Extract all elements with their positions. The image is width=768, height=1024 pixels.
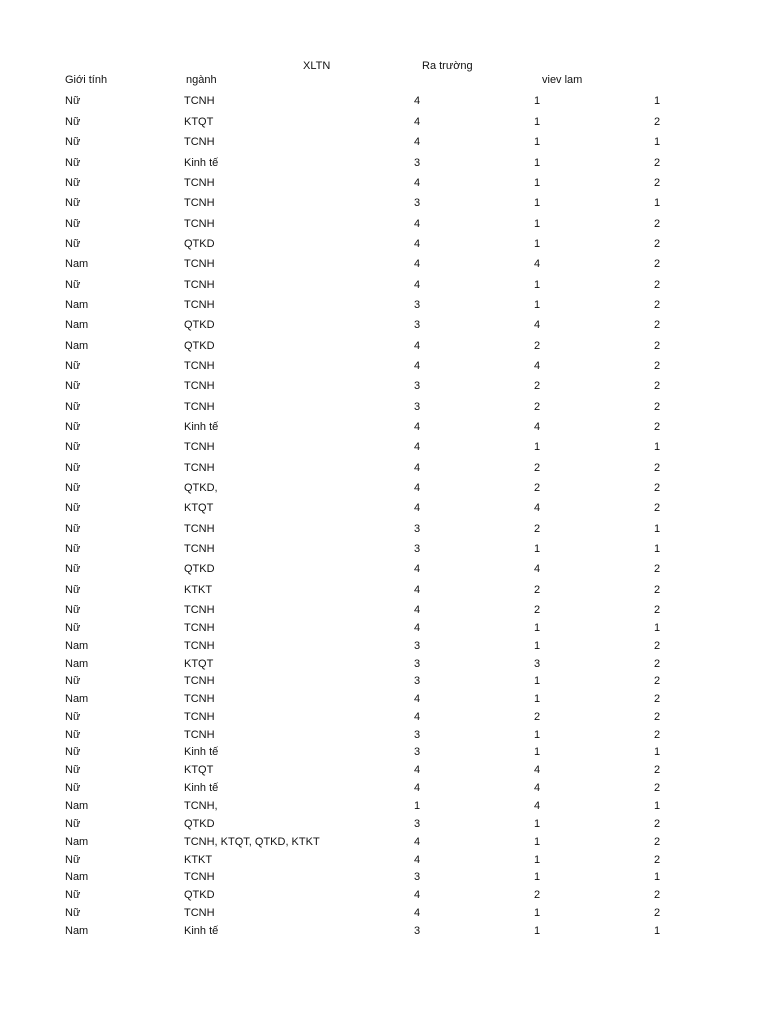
value-c-cell: 2 [653,584,661,596]
value-c-cell: 2 [653,279,661,291]
major-cell: KTKT [184,854,213,866]
table-row [0,638,768,654]
value-c-cell: 2 [653,836,661,848]
table-row [0,297,768,313]
value-b-cell: 2 [533,401,541,413]
major-cell: TCNH [184,523,215,535]
table-row [0,195,768,211]
gender-cell: Nữ [65,197,81,209]
gender-cell: Nữ [65,238,81,250]
gender-cell: Nữ [65,177,81,189]
major-cell: TCNH [184,441,215,453]
value-c-cell: 2 [653,258,661,270]
value-b-cell: 1 [533,854,541,866]
gender-cell: Nam [65,925,89,937]
gender-cell: Nữ [65,218,81,230]
major-cell: Kinh tế [184,157,219,169]
value-a-cell: 4 [413,836,421,848]
value-a-cell: 3 [413,658,421,670]
major-cell: TCNH, KTQT, QTKD, KTKT [184,836,320,848]
major-cell: TCNH [184,693,215,705]
major-cell: KTQT [184,502,214,514]
table-row [0,399,768,415]
gender-cell: Nam [65,658,89,670]
table-row [0,134,768,150]
value-b-cell: 4 [533,360,541,372]
major-cell: QTKD [184,889,215,901]
value-b-cell: 1 [533,925,541,937]
value-b-cell: 1 [533,136,541,148]
gender-cell: Nữ [65,782,81,794]
value-c-cell: 2 [653,711,661,723]
value-a-cell: 4 [413,279,421,291]
value-c-cell: 2 [653,563,661,575]
value-a-cell: 4 [413,563,421,575]
value-b-cell: 1 [533,116,541,128]
value-b-cell: 2 [533,340,541,352]
value-a-cell: 3 [413,380,421,392]
table-row [0,798,768,814]
value-c-cell: 2 [653,729,661,741]
value-b-cell: 4 [533,563,541,575]
major-cell: QTKD, [184,482,218,494]
value-b-cell: 2 [533,889,541,901]
gender-cell: Nam [65,693,89,705]
value-a-cell: 4 [413,462,421,474]
major-cell: TCNH [184,380,215,392]
value-c-cell: 2 [653,675,661,687]
gender-cell: Nam [65,299,89,311]
table-row [0,905,768,921]
value-c-cell: 2 [653,889,661,901]
table-row [0,216,768,232]
table-row [0,852,768,868]
value-a-cell: 4 [413,782,421,794]
value-a-cell: 4 [413,218,421,230]
major-cell: TCNH [184,360,215,372]
table-row [0,620,768,636]
gender-cell: Nam [65,340,89,352]
gender-cell: Nữ [65,157,81,169]
major-cell: Kinh tế [184,421,219,433]
major-cell: KTQT [184,764,214,776]
major-cell: TCNH [184,711,215,723]
value-c-cell: 2 [653,693,661,705]
table-row [0,780,768,796]
value-c-cell: 2 [653,604,661,616]
value-b-cell: 1 [533,218,541,230]
table-row [0,114,768,130]
table-row [0,155,768,171]
table-row [0,887,768,903]
value-b-cell: 4 [533,421,541,433]
value-a-cell: 4 [413,764,421,776]
major-cell: TCNH [184,543,215,555]
table-row [0,256,768,272]
major-cell: TCNH [184,401,215,413]
major-cell: Kinh tế [184,782,219,794]
major-cell: TCNH [184,907,215,919]
table-row [0,709,768,725]
value-a-cell: 4 [413,258,421,270]
value-a-cell: 3 [413,157,421,169]
gender-cell: Nữ [65,95,81,107]
major-cell: QTKD [184,818,215,830]
value-a-cell: 3 [413,319,421,331]
major-cell: TCNH [184,197,215,209]
value-b-cell: 1 [533,836,541,848]
value-b-cell: 1 [533,746,541,758]
value-c-cell: 2 [653,658,661,670]
value-a-cell: 4 [413,907,421,919]
value-c-cell: 2 [653,854,661,866]
gender-cell: Nữ [65,543,81,555]
table-row [0,673,768,689]
value-b-cell: 1 [533,299,541,311]
major-cell: QTKD [184,319,215,331]
gender-cell: Nữ [65,854,81,866]
major-cell: TCNH [184,136,215,148]
value-a-cell: 4 [413,238,421,250]
value-a-cell: 3 [413,925,421,937]
gender-cell: Nữ [65,421,81,433]
value-b-cell: 1 [533,543,541,555]
table-row [0,236,768,252]
value-b-cell: 3 [533,658,541,670]
value-b-cell: 1 [533,622,541,634]
value-b-cell: 2 [533,523,541,535]
table-row [0,460,768,476]
value-b-cell: 1 [533,729,541,741]
table-row [0,691,768,707]
major-cell: TCNH [184,871,215,883]
table-row [0,419,768,435]
value-b-cell: 1 [533,95,541,107]
value-b-cell: 1 [533,238,541,250]
value-a-cell: 1 [413,800,421,812]
major-cell: KTKT [184,584,213,596]
value-c-cell: 2 [653,907,661,919]
value-b-cell: 4 [533,800,541,812]
table-row [0,317,768,333]
value-c-cell: 2 [653,782,661,794]
table-row [0,561,768,577]
value-a-cell: 4 [413,360,421,372]
value-c-cell: 1 [653,925,661,937]
value-c-cell: 2 [653,380,661,392]
table-row [0,744,768,760]
table-row [0,175,768,191]
table-row [0,358,768,374]
value-c-cell: 2 [653,238,661,250]
value-c-cell: 1 [653,523,661,535]
gender-cell: Nữ [65,441,81,453]
gender-cell: Nữ [65,563,81,575]
gender-cell: Nữ [65,401,81,413]
value-a-cell: 4 [413,441,421,453]
header-gender: Giới tính [65,74,108,86]
gender-cell: Nam [65,640,89,652]
value-c-cell: 1 [653,441,661,453]
value-c-cell: 1 [653,136,661,148]
gender-cell: Nữ [65,889,81,901]
value-b-cell: 2 [533,462,541,474]
value-c-cell: 2 [653,360,661,372]
table-row [0,480,768,496]
table-row [0,869,768,885]
gender-cell: Nữ [65,136,81,148]
table-row [0,521,768,537]
major-cell: KTQT [184,116,214,128]
value-a-cell: 4 [413,622,421,634]
table-row [0,762,768,778]
major-cell: QTKD [184,238,215,250]
value-a-cell: 4 [413,889,421,901]
value-c-cell: 2 [653,502,661,514]
gender-cell: Nữ [65,279,81,291]
major-cell: TCNH [184,462,215,474]
value-b-cell: 1 [533,441,541,453]
major-cell: KTQT [184,658,214,670]
major-cell: TCNH [184,622,215,634]
value-c-cell: 2 [653,401,661,413]
value-c-cell: 1 [653,622,661,634]
value-c-cell: 1 [653,543,661,555]
value-c-cell: 2 [653,299,661,311]
header-clipped-xltn: XLTN [303,60,331,72]
value-c-cell: 2 [653,482,661,494]
value-b-cell: 4 [533,258,541,270]
value-c-cell: 1 [653,800,661,812]
value-a-cell: 4 [413,711,421,723]
gender-cell: Nữ [65,604,81,616]
value-b-cell: 1 [533,818,541,830]
major-cell: TCNH [184,279,215,291]
value-c-cell: 2 [653,462,661,474]
value-c-cell: 2 [653,818,661,830]
gender-cell: Nam [65,258,89,270]
value-a-cell: 3 [413,818,421,830]
gender-cell: Nữ [65,482,81,494]
table-row [0,602,768,618]
gender-cell: Nữ [65,360,81,372]
value-c-cell: 1 [653,95,661,107]
value-c-cell: 2 [653,177,661,189]
value-c-cell: 2 [653,157,661,169]
value-b-cell: 1 [533,279,541,291]
value-b-cell: 1 [533,871,541,883]
value-b-cell: 1 [533,675,541,687]
gender-cell: Nữ [65,818,81,830]
value-b-cell: 1 [533,197,541,209]
value-a-cell: 4 [413,693,421,705]
gender-cell: Nữ [65,523,81,535]
major-cell: TCNH [184,729,215,741]
gender-cell: Nam [65,871,89,883]
value-c-cell: 1 [653,197,661,209]
gender-cell: Nữ [65,907,81,919]
value-c-cell: 2 [653,116,661,128]
table-row [0,834,768,850]
value-a-cell: 4 [413,421,421,433]
gender-cell: Nam [65,800,89,812]
gender-cell: Nữ [65,462,81,474]
value-b-cell: 4 [533,764,541,776]
value-a-cell: 3 [413,675,421,687]
value-a-cell: 3 [413,640,421,652]
value-c-cell: 2 [653,319,661,331]
value-a-cell: 4 [413,482,421,494]
value-c-cell: 1 [653,871,661,883]
value-a-cell: 3 [413,299,421,311]
table-row [0,727,768,743]
major-cell: QTKD [184,340,215,352]
table-row [0,93,768,109]
value-b-cell: 2 [533,380,541,392]
gender-cell: Nữ [65,380,81,392]
gender-cell: Nữ [65,584,81,596]
major-cell: TCNH [184,640,215,652]
gender-cell: Nữ [65,502,81,514]
header-job: viev lam [542,74,583,86]
major-cell: TCNH [184,299,215,311]
table-row [0,656,768,672]
major-cell: TCNH, [184,800,218,812]
value-a-cell: 4 [413,136,421,148]
value-c-cell: 1 [653,746,661,758]
gender-cell: Nữ [65,729,81,741]
gender-cell: Nữ [65,675,81,687]
value-a-cell: 4 [413,340,421,352]
major-cell: TCNH [184,675,215,687]
major-cell: Kinh tế [184,746,219,758]
table-row [0,582,768,598]
gender-cell: Nữ [65,711,81,723]
major-cell: QTKD [184,563,215,575]
header-major: ngành [186,74,217,86]
value-a-cell: 4 [413,177,421,189]
value-a-cell: 3 [413,543,421,555]
value-b-cell: 2 [533,584,541,596]
value-a-cell: 3 [413,729,421,741]
table-row [0,923,768,939]
major-cell: Kinh tế [184,925,219,937]
gender-cell: Nam [65,319,89,331]
table-row [0,338,768,354]
gender-cell: Nữ [65,116,81,128]
value-b-cell: 4 [533,782,541,794]
gender-cell: Nữ [65,622,81,634]
value-b-cell: 1 [533,640,541,652]
value-a-cell: 4 [413,584,421,596]
header-clipped-ra-truong: Ra trường [422,60,473,72]
value-b-cell: 4 [533,502,541,514]
table-row [0,541,768,557]
value-c-cell: 2 [653,421,661,433]
value-a-cell: 4 [413,604,421,616]
value-a-cell: 3 [413,523,421,535]
value-c-cell: 2 [653,340,661,352]
value-a-cell: 4 [413,95,421,107]
value-b-cell: 2 [533,482,541,494]
value-a-cell: 3 [413,197,421,209]
major-cell: TCNH [184,258,215,270]
value-a-cell: 3 [413,401,421,413]
value-b-cell: 2 [533,711,541,723]
table-row [0,277,768,293]
value-c-cell: 2 [653,218,661,230]
value-a-cell: 3 [413,746,421,758]
value-c-cell: 2 [653,640,661,652]
major-cell: TCNH [184,177,215,189]
major-cell: TCNH [184,218,215,230]
value-b-cell: 4 [533,319,541,331]
value-b-cell: 1 [533,177,541,189]
gender-cell: Nữ [65,746,81,758]
major-cell: TCNH [184,604,215,616]
value-a-cell: 4 [413,854,421,866]
value-b-cell: 1 [533,157,541,169]
gender-cell: Nam [65,836,89,848]
value-b-cell: 1 [533,693,541,705]
table-row [0,500,768,516]
gender-cell: Nữ [65,764,81,776]
value-a-cell: 3 [413,871,421,883]
major-cell: TCNH [184,95,215,107]
table-row [0,378,768,394]
value-a-cell: 4 [413,502,421,514]
value-a-cell: 4 [413,116,421,128]
table-row [0,439,768,455]
table-row [0,816,768,832]
value-b-cell: 2 [533,604,541,616]
value-b-cell: 1 [533,907,541,919]
value-c-cell: 2 [653,764,661,776]
